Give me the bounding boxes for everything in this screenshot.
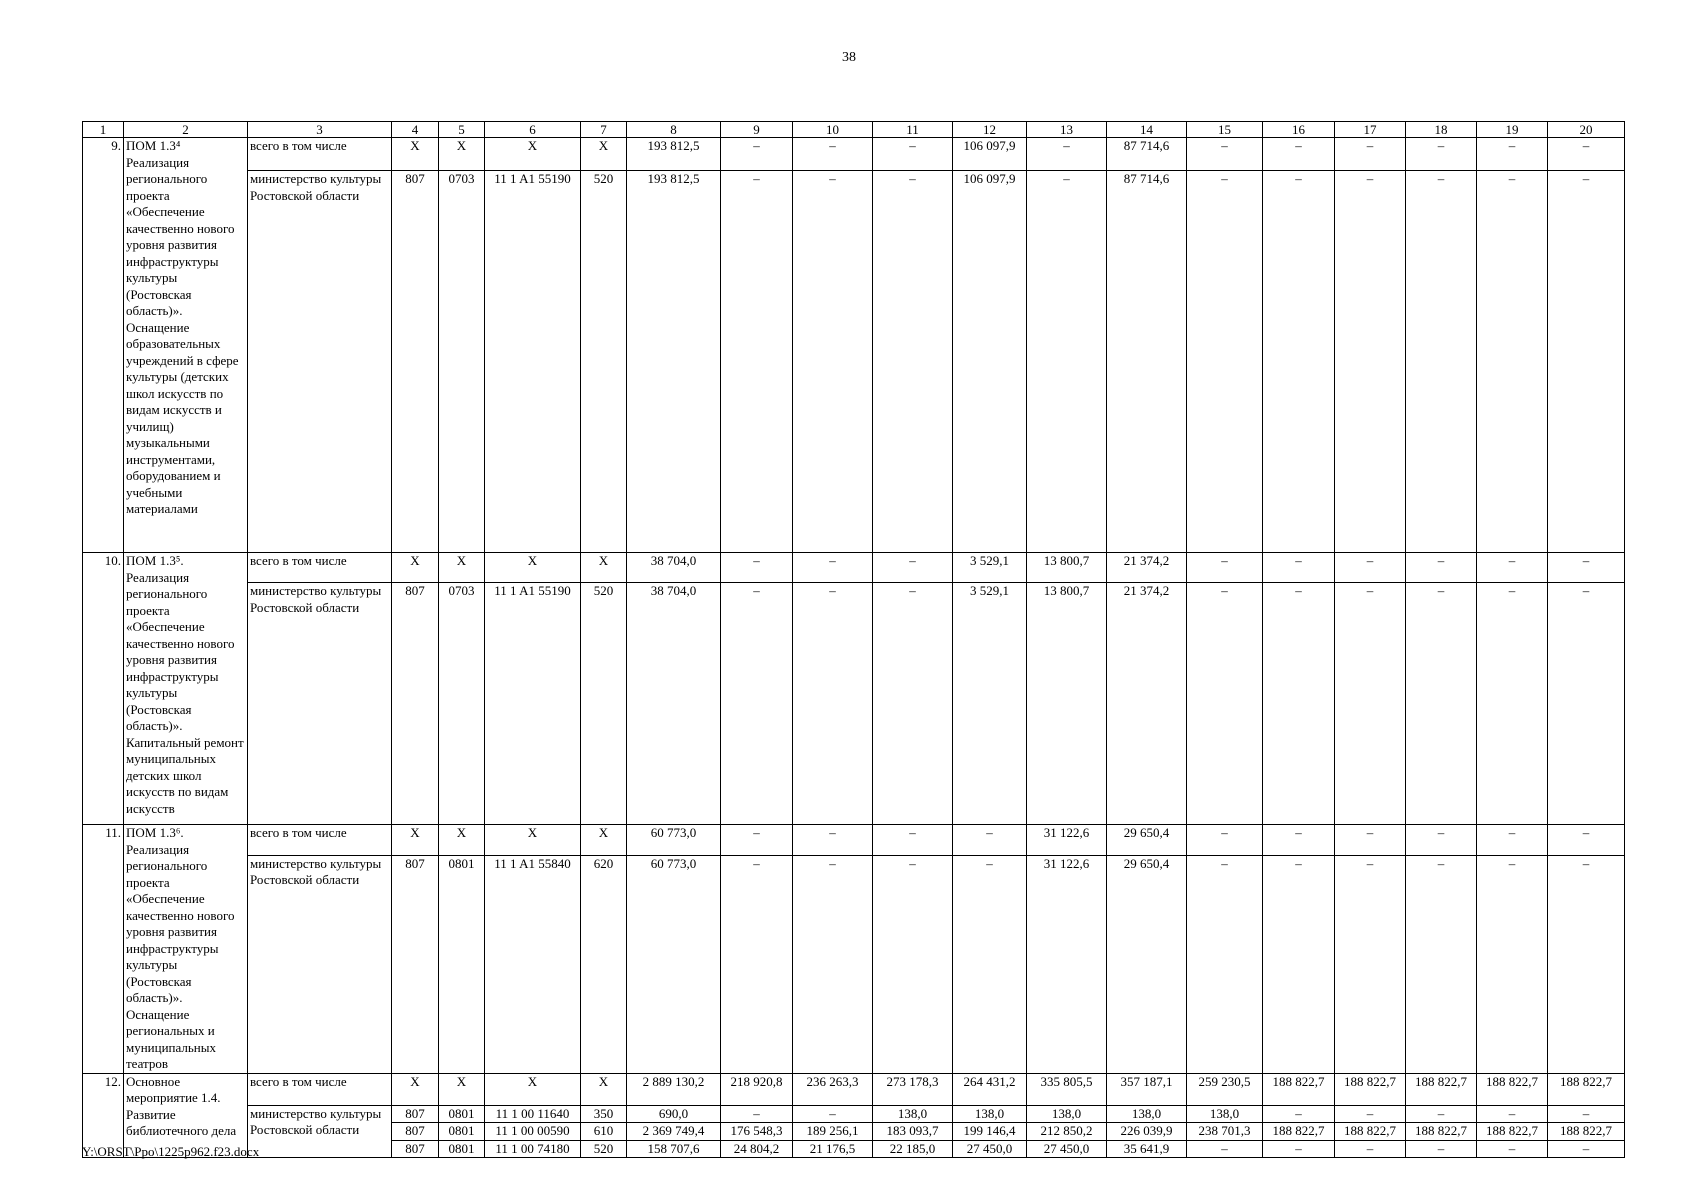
budget-table [82, 121, 1625, 1158]
amount-cell: 188 822,7 [1263, 1073, 1335, 1105]
code-csr: 11 1 00 74180 [485, 1140, 581, 1158]
amount-cell: – [1335, 138, 1406, 171]
amount-cell: 35 641,9 [1107, 1140, 1187, 1158]
amount-cell: 188 822,7 [1406, 1123, 1477, 1141]
amount-cell: 138,0 [873, 1105, 953, 1123]
amount-cell: – [1406, 825, 1477, 856]
amount-cell: – [1477, 171, 1548, 553]
row-item-9 [83, 171, 1625, 553]
row-item-12 [83, 1105, 1625, 1123]
code-rzpr: 0703 [439, 583, 485, 825]
code-grbs: 807 [392, 583, 439, 825]
amount-cell: – [873, 583, 953, 825]
row-number: 10. [83, 553, 124, 825]
amount-cell: 2 889 130,2 [627, 1073, 721, 1105]
executor: всего в том числе [248, 1073, 392, 1105]
amount-cell: 188 822,7 [1406, 1073, 1477, 1105]
amount-cell: 13 800,7 [1027, 583, 1107, 825]
col-header: 13 [1027, 122, 1107, 138]
amount-cell: – [1406, 138, 1477, 171]
amount-cell: – [1477, 1105, 1548, 1123]
amount-cell: – [1335, 825, 1406, 856]
amount-cell: – [1335, 1105, 1406, 1123]
amount-cell: 193 812,5 [627, 138, 721, 171]
amount-cell: 87 714,6 [1107, 171, 1187, 553]
col-header: 16 [1263, 122, 1335, 138]
row-number: 9. [83, 138, 124, 553]
amount-cell: 273 178,3 [873, 1073, 953, 1105]
col-header: 1 [83, 122, 124, 138]
col-header: 14 [1107, 122, 1187, 138]
code-csr: X [485, 1073, 581, 1105]
col-header: 12 [953, 122, 1027, 138]
code-vr: X [581, 825, 627, 856]
amount-cell: – [1263, 553, 1335, 583]
amount-cell: 226 039,9 [1107, 1123, 1187, 1141]
amount-cell: – [953, 825, 1027, 856]
amount-cell: – [1335, 855, 1406, 1073]
code-vr: X [581, 1073, 627, 1105]
amount-cell: – [1027, 171, 1107, 553]
col-header: 3 [248, 122, 392, 138]
amount-cell: – [1187, 171, 1263, 553]
event-name: ПОМ 1.3⁴ Реализация регионального проекта «Обеспечение качественно нового уровня развития инфраструктуры культуры (Ростовская область)». Оснащение образовательных учреждений в сфере культуры (детских школ искусств по видам искусств и училищ) музыкальными инструментами, оборудованием и учебными материалами [124, 138, 248, 553]
col-header: 10 [793, 122, 873, 138]
amount-cell: – [1406, 1140, 1477, 1158]
amount-cell: 335 805,5 [1027, 1073, 1107, 1105]
code-grbs: 807 [392, 1140, 439, 1158]
amount-cell: 60 773,0 [627, 825, 721, 856]
amount-cell: 238 701,3 [1187, 1123, 1263, 1141]
header-row [83, 122, 1625, 138]
code-vr: X [581, 138, 627, 171]
amount-cell: – [1548, 171, 1625, 553]
code-grbs: 807 [392, 1123, 439, 1141]
amount-cell: 27 450,0 [953, 1140, 1027, 1158]
row-item-12 [83, 1073, 1625, 1105]
row-number: 12. [83, 1073, 124, 1158]
amount-cell: – [1187, 855, 1263, 1073]
page-number: 38 [842, 50, 856, 65]
amount-cell: 38 704,0 [627, 553, 721, 583]
amount-cell: – [793, 825, 873, 856]
executor: министерство культуры Ростовской области [248, 1105, 392, 1158]
code-csr: X [485, 553, 581, 583]
code-csr: X [485, 825, 581, 856]
amount-cell: – [873, 171, 953, 553]
amount-cell: – [1263, 1105, 1335, 1123]
amount-cell: 60 773,0 [627, 855, 721, 1073]
amount-cell: 199 146,4 [953, 1123, 1027, 1141]
col-header: 11 [873, 122, 953, 138]
amount-cell: – [1548, 138, 1625, 171]
amount-cell: – [1548, 583, 1625, 825]
code-grbs: 807 [392, 1105, 439, 1123]
amount-cell: – [1548, 855, 1625, 1073]
code-csr: 11 1 A1 55190 [485, 583, 581, 825]
amount-cell: 212 850,2 [1027, 1123, 1107, 1141]
amount-cell: – [1477, 825, 1548, 856]
amount-cell: 183 093,7 [873, 1123, 953, 1141]
amount-cell: 22 185,0 [873, 1140, 953, 1158]
amount-cell: – [721, 1105, 793, 1123]
code-rzpr: 0801 [439, 855, 485, 1073]
row-item-10 [83, 583, 1625, 825]
amount-cell: – [1477, 138, 1548, 171]
amount-cell: – [1263, 583, 1335, 825]
amount-cell: 259 230,5 [1187, 1073, 1263, 1105]
amount-cell: – [721, 825, 793, 856]
code-csr: 11 1 A1 55190 [485, 171, 581, 553]
amount-cell: – [793, 583, 873, 825]
amount-cell: 31 122,6 [1027, 825, 1107, 856]
amount-cell: – [1477, 1140, 1548, 1158]
amount-cell: – [1477, 553, 1548, 583]
code-grbs: X [392, 553, 439, 583]
amount-cell: – [1406, 171, 1477, 553]
amount-cell: – [1187, 583, 1263, 825]
amount-cell: 138,0 [1187, 1105, 1263, 1123]
col-header: 7 [581, 122, 627, 138]
amount-cell: 264 431,2 [953, 1073, 1027, 1105]
col-header: 18 [1406, 122, 1477, 138]
amount-cell: – [953, 855, 1027, 1073]
amount-cell: – [873, 553, 953, 583]
code-rzpr: X [439, 825, 485, 856]
amount-cell: – [1548, 825, 1625, 856]
col-header: 15 [1187, 122, 1263, 138]
amount-cell: – [873, 138, 953, 171]
executor: министерство культуры Ростовской области [248, 855, 392, 1073]
amount-cell: – [1477, 583, 1548, 825]
amount-cell: 21 176,5 [793, 1140, 873, 1158]
amount-cell: – [1263, 855, 1335, 1073]
amount-cell: – [1263, 1140, 1335, 1158]
amount-cell: – [873, 855, 953, 1073]
code-vr: 620 [581, 855, 627, 1073]
code-vr: 520 [581, 171, 627, 553]
amount-cell: – [1548, 1105, 1625, 1123]
amount-cell: 87 714,6 [1107, 138, 1187, 171]
code-rzpr: 0801 [439, 1123, 485, 1141]
amount-cell: 13 800,7 [1027, 553, 1107, 583]
col-header: 4 [392, 122, 439, 138]
amount-cell: 188 822,7 [1477, 1123, 1548, 1141]
code-vr: X [581, 553, 627, 583]
event-name: Основное мероприятие 1.4. Развитие библиотечного дела [124, 1073, 248, 1158]
row-item-10 [83, 553, 1625, 583]
amount-cell: 188 822,7 [1548, 1073, 1625, 1105]
code-csr: X [485, 138, 581, 171]
amount-cell: 29 650,4 [1107, 855, 1187, 1073]
amount-cell: 188 822,7 [1335, 1123, 1406, 1141]
amount-cell: 357 187,1 [1107, 1073, 1187, 1105]
amount-cell: – [721, 171, 793, 553]
amount-cell: 188 822,7 [1335, 1073, 1406, 1105]
amount-cell: – [721, 138, 793, 171]
amount-cell: – [1548, 1140, 1625, 1158]
amount-cell: 158 707,6 [627, 1140, 721, 1158]
col-header: 6 [485, 122, 581, 138]
code-csr: 11 1 A1 55840 [485, 855, 581, 1073]
footer-file-path: Y:\ORST\Ppo\1225p962.f23.docx [82, 1144, 260, 1159]
amount-cell: – [1335, 1140, 1406, 1158]
row-number: 11. [83, 825, 124, 1074]
amount-cell: 3 529,1 [953, 553, 1027, 583]
amount-cell: – [793, 171, 873, 553]
amount-cell: – [721, 553, 793, 583]
amount-cell: – [793, 553, 873, 583]
amount-cell: 690,0 [627, 1105, 721, 1123]
code-rzpr: 0703 [439, 171, 485, 553]
amount-cell: – [1335, 171, 1406, 553]
code-grbs: 807 [392, 855, 439, 1073]
amount-cell: 29 650,4 [1107, 825, 1187, 856]
amount-cell: 106 097,9 [953, 171, 1027, 553]
amount-cell: – [1406, 1105, 1477, 1123]
amount-cell: – [793, 1105, 873, 1123]
row-item-11 [83, 855, 1625, 1073]
code-grbs: X [392, 138, 439, 171]
col-header: 5 [439, 122, 485, 138]
amount-cell: – [1477, 855, 1548, 1073]
amount-cell: 138,0 [1107, 1105, 1187, 1123]
col-header: 2 [124, 122, 248, 138]
code-rzpr: X [439, 138, 485, 171]
amount-cell: – [1027, 138, 1107, 171]
amount-cell: – [1406, 583, 1477, 825]
code-rzpr: X [439, 1073, 485, 1105]
amount-cell: – [793, 855, 873, 1073]
amount-cell: 21 374,2 [1107, 553, 1187, 583]
col-header: 9 [721, 122, 793, 138]
amount-cell: – [1335, 583, 1406, 825]
amount-cell: – [793, 138, 873, 171]
event-name: ПОМ 1.3⁶. Реализация регионального проекта «Обеспечение качественно нового уровня развития инфраструктуры культуры (Ростовская область)». Оснащение региональных и муниципальных театров [124, 825, 248, 1074]
amount-cell: 236 263,3 [793, 1073, 873, 1105]
amount-cell: – [1263, 171, 1335, 553]
amount-cell: – [721, 583, 793, 825]
amount-cell: 188 822,7 [1548, 1123, 1625, 1141]
code-vr: 520 [581, 583, 627, 825]
amount-cell: 138,0 [1027, 1105, 1107, 1123]
code-rzpr: 0801 [439, 1105, 485, 1123]
amount-cell: 189 256,1 [793, 1123, 873, 1141]
col-header: 19 [1477, 122, 1548, 138]
row-item-11 [83, 825, 1625, 856]
code-csr: 11 1 00 11640 [485, 1105, 581, 1123]
code-vr: 520 [581, 1140, 627, 1158]
event-name: ПОМ 1.3⁵. Реализация регионального проекта «Обеспечение качественно нового уровня развития инфраструктуры культуры (Ростовская область)». Капитальный ремонт муниципальных детских школ искусств по видам искусств [124, 553, 248, 825]
amount-cell: 218 920,8 [721, 1073, 793, 1105]
amount-cell: – [1187, 1140, 1263, 1158]
executor: всего в том числе [248, 825, 392, 856]
amount-cell: 188 822,7 [1263, 1123, 1335, 1141]
executor: министерство культуры Ростовской области [248, 171, 392, 553]
amount-cell: – [1263, 825, 1335, 856]
amount-cell: 106 097,9 [953, 138, 1027, 171]
code-rzpr: X [439, 553, 485, 583]
amount-cell: 138,0 [953, 1105, 1027, 1123]
executor: всего в том числе [248, 138, 392, 171]
executor: министерство культуры Ростовской области [248, 583, 392, 825]
amount-cell: – [1263, 138, 1335, 171]
col-header: 8 [627, 122, 721, 138]
amount-cell: – [721, 855, 793, 1073]
amount-cell: 2 369 749,4 [627, 1123, 721, 1141]
code-grbs: X [392, 1073, 439, 1105]
code-csr: 11 1 00 00590 [485, 1123, 581, 1141]
amount-cell: 31 122,6 [1027, 855, 1107, 1073]
code-vr: 350 [581, 1105, 627, 1123]
col-header: 20 [1548, 122, 1625, 138]
amount-cell: 176 548,3 [721, 1123, 793, 1141]
amount-cell: 188 822,7 [1477, 1073, 1548, 1105]
amount-cell: – [1187, 553, 1263, 583]
row-item-9 [83, 138, 1625, 171]
amount-cell: 24 804,2 [721, 1140, 793, 1158]
amount-cell: – [873, 825, 953, 856]
code-grbs: 807 [392, 171, 439, 553]
amount-cell: – [1335, 553, 1406, 583]
code-grbs: X [392, 825, 439, 856]
amount-cell: 27 450,0 [1027, 1140, 1107, 1158]
code-vr: 610 [581, 1123, 627, 1141]
amount-cell: 38 704,0 [627, 583, 721, 825]
code-rzpr: 0801 [439, 1140, 485, 1158]
amount-cell: 21 374,2 [1107, 583, 1187, 825]
executor: всего в том числе [248, 553, 392, 583]
amount-cell: – [1406, 553, 1477, 583]
amount-cell: – [1548, 553, 1625, 583]
amount-cell: – [1187, 138, 1263, 171]
amount-cell: 193 812,5 [627, 171, 721, 553]
amount-cell: – [1406, 855, 1477, 1073]
amount-cell: – [1187, 825, 1263, 856]
col-header: 17 [1335, 122, 1406, 138]
amount-cell: 3 529,1 [953, 583, 1027, 825]
